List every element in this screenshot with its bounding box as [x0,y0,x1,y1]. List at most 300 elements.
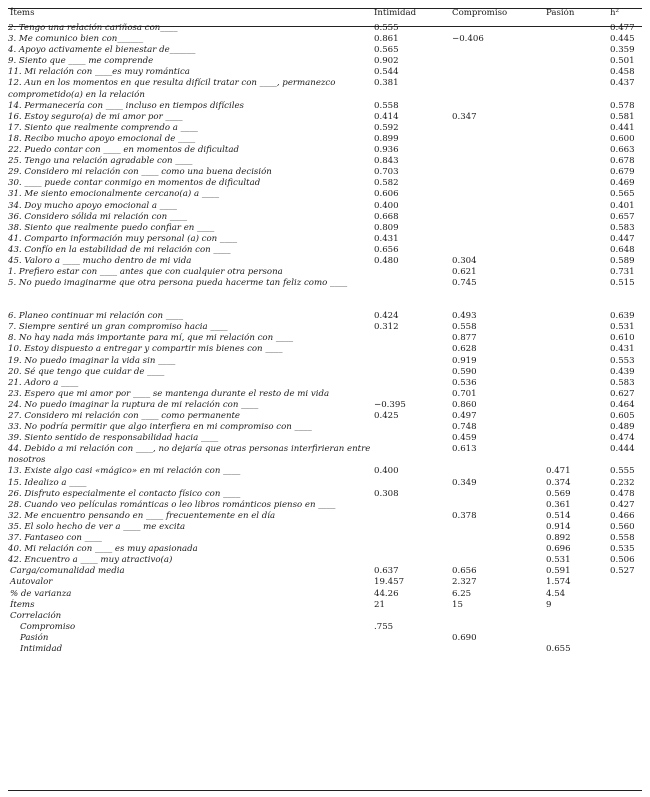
item-text: 39. Siento sentido de responsabilidad hacia ____ [8,433,219,444]
value-intimidad [374,367,452,378]
value-intimidad [374,433,452,444]
value-pasion [546,67,610,78]
value-h2: 0.474 [610,433,635,444]
value-intimidad [374,444,452,466]
value-h2: 0.439 [610,366,635,377]
value-pasion [546,245,610,256]
table-row [8,378,642,389]
value-pasion [546,444,610,466]
value-h2: 0.648 [610,244,635,255]
table-row [8,311,642,322]
item-text: 9. Siento que ____ me comprende [8,56,154,67]
value-compromiso: 0.590 [452,366,477,377]
value-intimidad [374,522,452,533]
value-intimidad: 0.308 [374,488,399,499]
table-row [8,134,642,145]
value-compromiso [452,145,546,156]
value-compromiso [452,23,546,34]
value-pasion: 9 [546,599,552,610]
value-intimidad: 0.400 [374,200,399,211]
value-compromiso [452,178,546,189]
row-label: Intimidad [20,643,63,654]
item-text: 34. Doy mucho apoyo emocional a ____ [8,200,177,211]
table-row [8,56,642,67]
value-intimidad [374,555,452,566]
value-compromiso: 6.25 [452,588,472,599]
value-h2 [610,622,642,633]
value-compromiso [452,223,546,234]
table-row [8,367,642,378]
row-label: Pasión [20,632,49,643]
table-row [8,245,642,256]
value-compromiso: 0.745 [452,278,477,289]
value-h2: 0.610 [610,333,635,344]
value-compromiso [452,67,546,78]
value-pasion [546,400,610,411]
value-h2: 0.583 [610,222,635,233]
value-intimidad: 0.637 [374,566,399,577]
value-h2: 0.437 [610,78,635,89]
table-row [8,45,642,56]
item-text: 44. Debido a mi relación con ____, no dejaría que otras personas interfirieran entre nosotros [8,444,371,466]
table-row [8,511,642,522]
value-intimidad [374,611,452,622]
item-text: 18. Recibo mucho apoyo emocional de ____ [8,133,196,144]
value-h2: 0.527 [610,566,635,577]
item-text: 30. ____ puede contar conmigo en momentos de dificultad [8,178,261,189]
value-compromiso [452,611,546,622]
value-h2: 0.515 [610,278,635,289]
item-text: 37. Fantaseo con ____ [8,533,102,544]
value-compromiso: 0.919 [452,355,477,366]
table-row [8,267,642,278]
summary-row [8,577,642,588]
table-row [8,278,642,311]
value-pasion [546,201,610,212]
value-compromiso [452,101,546,112]
value-pasion: 0.591 [546,566,571,577]
summary-row [8,566,642,577]
value-pasion [546,145,610,156]
value-pasion: 0.374 [546,477,571,488]
value-pasion [546,234,610,245]
item-text: 7. Siempre sentiré un gran compromiso hacia ____ [8,322,228,333]
table-row [8,444,642,466]
item-text: 24. No puedo imaginar la ruptura de mi relación con ____ [8,399,259,410]
value-pasion [546,411,610,422]
value-h2: 0.489 [610,422,635,433]
item-text: 15. Idealizo a ____ [8,477,87,488]
item-text: 11. Mi relación con ____es muy romántica [8,67,190,78]
value-h2: 0.663 [610,145,635,156]
value-compromiso [452,234,546,245]
value-pasion [546,633,610,644]
table-row [8,389,642,400]
value-h2: 0.359 [610,45,635,56]
value-intimidad [374,644,452,655]
value-compromiso: 0.497 [452,411,477,421]
header-compromiso: Compromiso [452,8,508,18]
value-h2: 0.478 [610,488,635,499]
value-pasion [546,367,610,378]
item-text: 8. No hay nada más importante para mí, que mi relación con ____ [8,333,294,344]
value-intimidad: 0.400 [374,466,399,477]
table-row [8,223,642,234]
table-row [8,34,642,45]
value-compromiso [452,201,546,212]
value-pasion [546,422,610,433]
value-compromiso: 0.493 [452,311,477,322]
value-h2: 0.535 [610,544,635,555]
value-compromiso: 2.327 [452,577,477,588]
value-compromiso: 0.860 [452,399,477,410]
value-pasion [546,34,610,45]
value-pasion: 0.531 [546,555,571,566]
value-intimidad: 0.565 [374,45,399,56]
value-intimidad: 19.457 [374,577,405,588]
value-intimidad [374,333,452,344]
value-pasion [546,167,610,178]
item-text: 13. Existe algo casi «mágico» en mi relación con ____ [8,466,241,477]
value-compromiso: 15 [452,599,463,610]
value-compromiso [452,622,546,633]
value-h2: 0.553 [610,355,635,366]
table-row [8,256,642,267]
value-intimidad: 0.936 [374,145,399,156]
value-intimidad [374,378,452,389]
item-text: 17. Siento que realmente comprendo a ____ [8,122,198,133]
value-intimidad: 0.414 [374,111,399,122]
value-compromiso: 0.701 [452,388,477,399]
value-intimidad [374,344,452,355]
table-row [8,78,642,100]
value-intimidad: −0.395 [374,399,406,410]
table-row [8,101,642,112]
value-h2: 0.458 [610,67,635,78]
value-intimidad: 0.480 [374,255,399,266]
value-intimidad: 0.656 [374,244,399,255]
value-compromiso: 0.690 [452,632,477,643]
value-compromiso [452,45,546,56]
value-pasion [546,611,610,622]
value-compromiso [452,78,546,100]
table-row [8,189,642,200]
value-h2: 0.444 [610,444,635,455]
value-intimidad: 0.582 [374,178,399,189]
row-label: Carga/comunalidad media [10,566,125,577]
item-text: 23. Espero que mi amor por ____ se mantenga durante el resto de mi vida [8,388,330,399]
value-pasion: 0.914 [546,521,571,532]
table-row [8,400,642,411]
value-intimidad: 0.592 [374,122,399,133]
value-intimidad: 0.606 [374,189,399,200]
header-h2: h² [610,8,619,18]
value-intimidad [374,511,452,522]
value-pasion [546,212,610,223]
item-text: 16. Estoy seguro(a) de mi amor por ____ [8,111,183,122]
value-intimidad: 0.902 [374,56,399,67]
value-intimidad [374,544,452,555]
value-h2: 0.531 [610,322,635,333]
value-compromiso [452,544,546,555]
value-compromiso [452,189,546,200]
table-row [8,533,642,544]
value-pasion: 0.361 [546,499,571,510]
item-text: 41. Comparto información muy personal (a) con ____ [8,233,238,244]
value-pasion [546,622,610,633]
value-pasion [546,344,610,355]
value-h2: 0.560 [610,521,635,532]
value-h2: 0.678 [610,156,635,167]
value-h2: 0.731 [610,267,635,278]
value-compromiso [452,156,546,167]
item-text: 25. Tengo una relación agradable con ____ [8,156,193,167]
value-compromiso: 0.628 [452,344,477,355]
value-h2: 0.477 [610,23,635,33]
item-text: 10. Estoy dispuesto a entregar y compartir mis bienes con ____ [8,344,283,355]
value-pasion [546,134,610,145]
value-h2: 0.589 [610,255,635,266]
value-pasion: 0.471 [546,466,571,477]
value-intimidad [374,278,452,311]
value-compromiso [452,522,546,533]
table-row [8,333,642,344]
value-pasion: 1.574 [546,577,571,588]
value-h2: 0.401 [610,200,635,211]
value-intimidad [374,478,452,489]
value-pasion: 0.696 [546,544,571,555]
value-h2: 0.600 [610,133,635,144]
value-h2 [610,633,642,644]
table-row [8,112,642,123]
factor-loadings-table [8,8,642,655]
value-compromiso: 0.378 [452,510,477,521]
value-intimidad: 21 [374,599,385,610]
value-compromiso: 0.621 [452,267,477,278]
value-compromiso [452,245,546,256]
value-h2: 0.232 [610,477,635,488]
table-row [8,422,642,433]
value-intimidad [374,389,452,400]
row-label: Ítems [10,599,35,610]
value-intimidad [374,267,452,278]
item-text: 32. Me encuentro pensando en ____ frecuentemente en el día [8,510,276,521]
value-compromiso: 0.349 [452,477,477,488]
item-text: 21. Adoro a ____ [8,377,79,388]
value-h2: 0.427 [610,499,635,510]
table-row [8,23,642,34]
value-h2 [610,611,642,622]
value-compromiso: 0.748 [452,422,477,433]
value-pasion [546,123,610,134]
table-row [8,156,642,167]
value-h2: 0.565 [610,189,635,200]
value-pasion [546,378,610,389]
item-text: 29. Considero mi relación con ____ como una buena decisión [8,167,272,178]
item-text: 40. Mi relación con ____ es muy apasionada [8,544,198,555]
table-row [8,356,642,367]
value-pasion [546,189,610,200]
value-intimidad [374,633,452,644]
table-row [8,67,642,78]
value-h2: 0.555 [610,466,635,477]
value-pasion [546,256,610,267]
value-pasion [546,389,610,400]
table-row [8,555,642,566]
table-row [8,344,642,355]
row-label: Autovalor [10,577,53,588]
item-text: 38. Siento que realmente puedo confiar en ____ [8,222,215,233]
item-text: 36. Considero sólida mi relación con ____ [8,211,188,222]
item-text: 43. Confío en la estabilidad de mi relación con ____ [8,244,231,255]
value-compromiso [452,644,546,655]
value-compromiso: 0.613 [452,444,477,455]
table-row [8,433,642,444]
value-h2 [610,644,642,655]
item-text: 5. No puedo imaginarme que otra persona pueda hacerme tan feliz como ____ [8,278,348,289]
value-pasion: 0.892 [546,533,571,544]
value-pasion [546,356,610,367]
value-pasion: 0.569 [546,488,571,499]
value-h2: 0.578 [610,100,635,111]
value-h2: 0.627 [610,388,635,399]
value-compromiso: 0.459 [452,433,477,444]
value-intimidad: 0.425 [374,411,399,421]
header-pasion: Pasión [546,8,575,18]
correlation-row [8,644,642,655]
item-text: 22. Puedo contar con ____ en momentos de dificultad [8,145,240,156]
value-intimidad [374,500,452,511]
value-intimidad: 0.899 [374,133,399,144]
value-intimidad: 0.668 [374,211,399,222]
value-pasion [546,278,610,311]
item-text: 28. Cuando veo películas románticas o leo libros románticos pienso en ____ [8,499,336,510]
item-text: 2. Tengo una relación cariñosa con____ [8,23,178,33]
item-text: 45. Valoro a ____ mucho dentro de mi vida [8,255,192,266]
value-compromiso [452,555,546,566]
value-intimidad: 0.424 [374,311,399,322]
table-row [8,466,642,477]
value-h2: 0.583 [610,377,635,388]
value-compromiso [452,500,546,511]
item-text: 3. Me comunico bien con______ [8,34,144,45]
table-header-row [8,8,642,23]
value-pasion [546,56,610,67]
table-row [8,123,642,134]
value-h2: 0.447 [610,233,635,244]
value-compromiso: 0.304 [452,255,477,266]
value-pasion [546,101,610,112]
value-intimidad: 0.809 [374,222,399,233]
row-label: Correlación [10,610,62,621]
value-pasion [546,45,610,56]
table-row [8,201,642,212]
value-pasion [546,433,610,444]
value-compromiso: −0.406 [452,34,484,45]
value-h2: 0.466 [610,510,635,521]
item-text: 31. Me siento emocionalmente cercano(a) a ____ [8,189,220,200]
value-pasion: 0.514 [546,510,571,521]
value-h2: 0.464 [610,399,635,410]
table-row [8,322,642,333]
item-text: 35. El solo hecho de ver a ____ me excita [8,521,186,532]
value-pasion [546,223,610,234]
value-intimidad: .755 [374,621,394,632]
value-compromiso: 0.877 [452,333,477,344]
value-h2: 0.605 [610,411,635,421]
table-row [8,522,642,533]
value-pasion [546,333,610,344]
table-row [8,145,642,156]
value-intimidad [374,533,452,544]
value-intimidad: 0.381 [374,78,399,89]
value-intimidad: 0.703 [374,167,399,178]
row-label: Compromiso [20,621,76,632]
item-text: 6. Planeo continuar mi relación con ____ [8,311,184,322]
value-compromiso [452,466,546,477]
item-text: 42. Encuentro a ____ muy atractivo(a) [8,555,173,566]
item-text: 19. No puedo imaginar la vida sin ____ [8,355,176,366]
row-label: % de varianza [10,588,72,599]
value-intimidad: 0.312 [374,322,399,333]
item-text: 4. Apoyo activamente el bienestar de______ [8,45,196,56]
value-intimidad: 0.555 [374,23,399,33]
value-h2: 0.469 [610,178,635,189]
item-text: 26. Disfruto especialmente el contacto físico con ____ [8,488,241,499]
value-pasion [546,311,610,322]
table-row [8,178,642,189]
item-text: 1. Prefiero estar con ____ antes que con cualquier otra persona [8,267,283,278]
value-intimidad: 0.431 [374,233,399,244]
header-intimidad: Intimidad [374,8,417,18]
item-text: 20. Sé que tengo que cuidar de ____ [8,366,165,377]
table-row [8,544,642,555]
correlation-row [8,622,642,633]
value-compromiso [452,123,546,134]
value-h2: 0.639 [610,311,635,322]
value-compromiso [452,212,546,223]
value-compromiso: 0.347 [452,111,477,122]
value-h2 [610,577,642,588]
value-pasion [546,78,610,100]
value-compromiso [452,134,546,145]
value-compromiso [452,533,546,544]
summary-row [8,589,642,600]
value-pasion [546,322,610,333]
value-compromiso: 0.558 [452,322,477,333]
value-pasion: 0.655 [546,643,571,654]
value-compromiso [452,489,546,500]
value-h2: 0.445 [610,34,635,45]
value-compromiso: 0.536 [452,377,477,388]
value-pasion [546,178,610,189]
item-text: 12. Aun en los momentos en que resulta difícil tratar con ____, permanezco comprometido(a) en la relación [8,78,336,100]
table-row [8,212,642,223]
value-h2: 0.506 [610,555,635,566]
value-h2: 0.441 [610,122,635,133]
value-intimidad: 0.861 [374,34,399,45]
table-row [8,167,642,178]
value-compromiso: 0.656 [452,566,477,577]
value-h2 [610,600,642,611]
value-h2: 0.558 [610,533,635,544]
item-text: 27. Considero mi relación con ____ como permanente [8,411,241,421]
value-intimidad: 0.843 [374,156,399,167]
value-pasion [546,267,610,278]
value-h2: 0.679 [610,167,635,178]
table-row [8,411,642,422]
item-text: 33. No podría permitir que algo interfiera en mi compromiso con ____ [8,422,312,433]
